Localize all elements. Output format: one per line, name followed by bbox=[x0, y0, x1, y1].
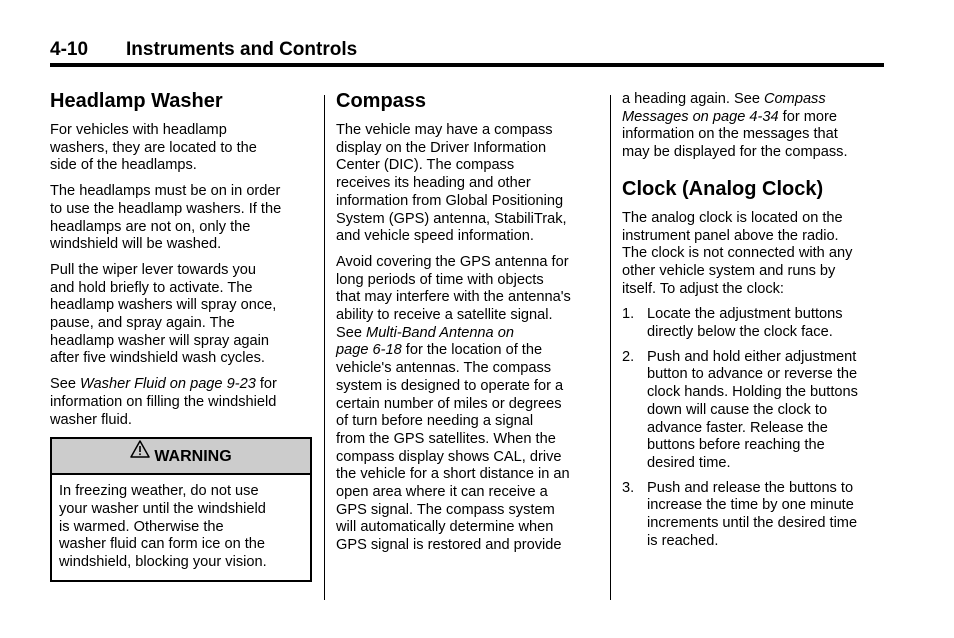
text-line: and vehicle speed information. bbox=[336, 228, 534, 245]
paragraph bbox=[50, 262, 312, 368]
text-line: long periods of time with objects bbox=[336, 271, 544, 288]
text-line: ability to receive a satellite signal. bbox=[336, 307, 553, 324]
header-rule bbox=[50, 63, 884, 67]
text-line: increments until the desired time bbox=[647, 515, 858, 532]
text-line: washer fluid. bbox=[50, 411, 132, 428]
text-line: Pull the wiper lever towards you bbox=[50, 261, 257, 278]
text-line: clock hands. Holding the buttons bbox=[647, 384, 858, 401]
paragraph bbox=[50, 376, 312, 429]
paragraph bbox=[622, 91, 886, 162]
column-headlamp-washer bbox=[50, 88, 312, 582]
text-line: In freezing weather, do not use bbox=[59, 483, 259, 500]
paragraph bbox=[622, 210, 886, 299]
text-line: side of the headlamps. bbox=[50, 157, 197, 174]
text-line: other vehicle system and runs by bbox=[622, 262, 836, 279]
paragraph bbox=[50, 122, 312, 175]
paragraph bbox=[336, 122, 600, 246]
warning-header bbox=[52, 439, 310, 475]
text-line: vehicle's antennas. The compass bbox=[336, 360, 552, 377]
text-line: and hold briefly to activate. The bbox=[50, 279, 253, 296]
text-line: pause, and spray again. The bbox=[50, 315, 235, 332]
text-line: Locate the adjustment buttons bbox=[647, 306, 843, 323]
text-line: advance faster. Release the bbox=[647, 419, 828, 436]
text-line: The vehicle may have a compass bbox=[336, 122, 553, 138]
text-line: For vehicles with headlamp bbox=[50, 122, 227, 138]
text-line bbox=[336, 325, 600, 343]
text-line: may be displayed for the compass. bbox=[622, 144, 848, 161]
text-line: The analog clock is located on the bbox=[622, 209, 843, 226]
text-line: certain number of miles or degrees bbox=[336, 395, 562, 412]
warning-body bbox=[52, 475, 310, 580]
text-line: information on filling the windshield bbox=[50, 393, 277, 410]
text-line: Push and release the buttons to bbox=[647, 479, 854, 496]
text: See bbox=[50, 376, 81, 393]
text-line: Center (DIC). The compass bbox=[336, 157, 515, 174]
text-line: GPS signal. The compass system bbox=[336, 501, 555, 518]
column-compass bbox=[336, 88, 600, 563]
column-divider-2 bbox=[610, 95, 611, 600]
text-line: that may interfere with the antenna's bbox=[336, 289, 571, 306]
text: for the location of the bbox=[401, 342, 543, 359]
text-line: directly below the clock face. bbox=[647, 324, 833, 341]
page-header bbox=[50, 39, 884, 61]
step-number: 1. bbox=[622, 306, 635, 323]
text: See bbox=[336, 324, 367, 341]
text-line: from the GPS satellites. When the bbox=[336, 430, 556, 447]
section-title: Instruments and Controls bbox=[126, 39, 358, 60]
warning-title: WARNING bbox=[154, 448, 232, 466]
column-clock bbox=[622, 91, 886, 557]
text-line: will automatically determine when bbox=[336, 519, 554, 536]
text-line: is warmed. Otherwise the bbox=[59, 518, 224, 535]
text-line: windshield, blocking your vision. bbox=[59, 554, 267, 571]
text-line: headlamp washer will spray again bbox=[50, 332, 270, 349]
paragraph bbox=[336, 254, 600, 555]
heading-compass: Compass bbox=[336, 90, 427, 112]
heading-clock: Clock (Analog Clock) bbox=[622, 177, 824, 200]
text-line: The headlamps must be on in order bbox=[50, 183, 281, 200]
text: a heading again. See bbox=[622, 91, 765, 107]
text-line: System (GPS) antenna, StabiliTrak, bbox=[336, 210, 567, 227]
heading-headlamp-washer: Headlamp Washer bbox=[50, 90, 223, 112]
cross-reference-page[interactable]: Messages on page 4-34 bbox=[622, 108, 779, 125]
page-number: 4-10 bbox=[50, 39, 89, 60]
text-line bbox=[336, 342, 600, 360]
clock-steps-list bbox=[622, 306, 886, 550]
text-line: washers, they are located to the bbox=[50, 139, 257, 156]
text-line: washer fluid can form ice on the bbox=[59, 536, 266, 553]
cross-reference-washer-fluid[interactable]: Washer Fluid on page 9-23 bbox=[80, 376, 256, 393]
text-line: after five windshield wash cycles. bbox=[50, 350, 265, 367]
text-line: system is designed to operate for a bbox=[336, 377, 564, 394]
text-line: the vehicle for a short distance in an bbox=[336, 466, 570, 483]
text-line: open area where it can receive a bbox=[336, 484, 548, 501]
text-line: your washer until the windshield bbox=[59, 500, 266, 517]
text-line: to use the headlamp washers. If the bbox=[50, 200, 282, 217]
list-item bbox=[622, 306, 886, 341]
text-line: compass display shows CAL, drive bbox=[336, 448, 562, 465]
text-line: Avoid covering the GPS antenna for bbox=[336, 253, 569, 270]
column-divider-1 bbox=[324, 95, 325, 600]
cross-reference-multi-band-antenna[interactable]: Multi-Band Antenna on bbox=[366, 324, 514, 341]
text-line: increase the time by one minute bbox=[647, 497, 854, 514]
list-item bbox=[622, 349, 886, 473]
text-line bbox=[50, 376, 312, 394]
text-line: The clock is not connected with any bbox=[622, 245, 853, 262]
text-line: is reached. bbox=[647, 532, 719, 549]
cross-reference-page[interactable]: page 6-18 bbox=[336, 342, 402, 359]
text-line: information on the messages that bbox=[622, 126, 838, 143]
text-line: headlamp washers will spray once, bbox=[50, 297, 277, 314]
warning-box bbox=[50, 437, 312, 582]
step-number: 2. bbox=[622, 348, 635, 365]
text-line: headlamps are not on, only the bbox=[50, 218, 251, 235]
text-line bbox=[622, 109, 886, 127]
text-line bbox=[622, 91, 886, 109]
text-line: down will cause the clock to bbox=[647, 401, 828, 418]
text-line: receives its heading and other bbox=[336, 175, 531, 192]
text: for more bbox=[778, 108, 837, 125]
text-line: itself. To adjust the clock: bbox=[622, 280, 784, 297]
text-line: information from Global Positioning bbox=[336, 192, 564, 209]
text-line: windshield will be washed. bbox=[50, 236, 222, 253]
cross-reference-compass-messages[interactable]: Compass bbox=[764, 91, 826, 107]
list-item bbox=[622, 480, 886, 551]
text: for bbox=[255, 376, 277, 393]
text-line: buttons before reaching the bbox=[647, 437, 825, 454]
text-line: display on the Driver Information bbox=[336, 139, 547, 156]
text-line: GPS signal is restored and provide bbox=[336, 537, 562, 554]
paragraph bbox=[50, 183, 312, 254]
warning-triangle-icon bbox=[130, 436, 150, 472]
step-number: 3. bbox=[622, 479, 635, 496]
text-line: instrument panel above the radio. bbox=[622, 227, 839, 244]
text-line: Push and hold either adjustment bbox=[647, 348, 857, 365]
text-line: button to advance or reverse the bbox=[647, 366, 858, 383]
text-line: desired time. bbox=[647, 454, 731, 471]
text-line: of turn before needing a signal bbox=[336, 413, 534, 430]
